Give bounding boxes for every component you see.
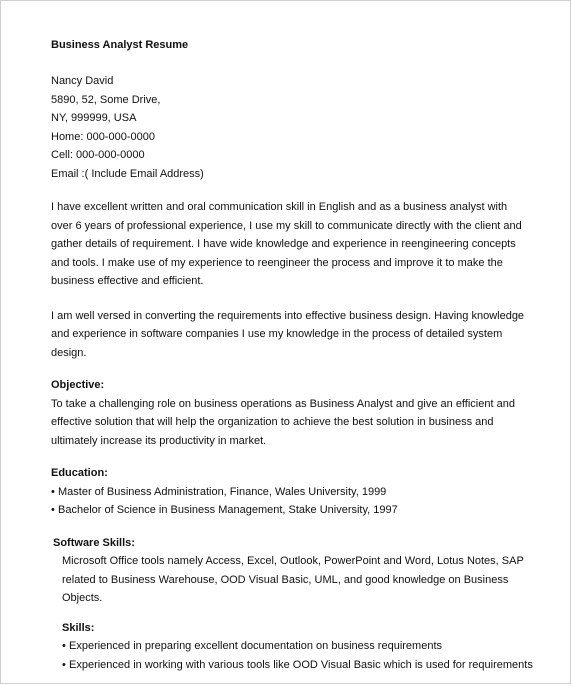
skill-item-text: Experienced in preparing excellent documentation on business requirements	[69, 640, 443, 652]
document-title: Business Analyst Resume	[51, 39, 189, 51]
bullet-icon: •	[51, 504, 55, 516]
contact-address-line1: 5890, 52, Some Drive,	[51, 93, 161, 106]
education-heading: Education:	[51, 467, 108, 479]
contact-address-line2: NY, 999999, USA	[51, 112, 137, 124]
skills-heading: Skills:	[62, 621, 95, 634]
education-item	[51, 483, 551, 502]
software-skills-text: Microsoft Office tools namely Access, Excel, Outlook, PowerPoint and Word, Lotus Notes, SAP related to Business Warehouse, OOD Visual Basic, UML, and good knowledge on Business Objects.	[62, 555, 524, 604]
skills-list	[62, 637, 551, 674]
contact-block	[51, 72, 551, 183]
intro-paragraph-1: I have excellent written and oral communication skill in English and as a business analyst with over 6 years of professional experience, I use my skill to communicate directly with the client and gather details of requirement. I have wide knowledge and experience in reengineering concepts and tools. I make use of my experience to reengineer the process and improve it to make the business effective and efficient.	[51, 201, 522, 287]
bullet-icon: •	[62, 640, 66, 652]
resume-document	[51, 38, 551, 674]
objective-text: To take a challenging role on business operations as Business Analyst and give an efficient and effective solution that will help the organization to achieve the best solution in business and ultimately increase its productivity in market.	[51, 397, 515, 447]
education-item-text: Bachelor of Science in Business Management, Stake University, 1997	[58, 504, 398, 516]
education-section	[51, 464, 551, 520]
software-skills-section	[53, 534, 551, 608]
contact-home-phone: Home: 000-000-0000	[51, 130, 155, 143]
skill-item-text: Experienced in working with various tools like OOD Visual Basic which is used for requirements	[69, 658, 533, 671]
contact-email: Email :( Include Email Address)	[51, 167, 204, 180]
skill-item	[62, 656, 551, 675]
skills-section	[62, 619, 551, 675]
education-item	[51, 501, 551, 520]
bullet-icon: •	[51, 485, 55, 498]
education-item-text: Master of Business Administration, Finance, Wales University, 1999	[58, 485, 387, 498]
bullet-icon: •	[62, 658, 66, 671]
contact-cell-phone: Cell: 000-000-0000	[51, 149, 145, 161]
objective-heading: Objective:	[51, 379, 105, 391]
education-list	[51, 483, 551, 520]
skill-item	[62, 637, 551, 656]
contact-name: Nancy David	[51, 75, 114, 87]
intro-paragraph-2: I am well versed in converting the requirements into effective business design. Having knowledge and experience in software companies I use my knowledge in the process of detailed system design.	[51, 309, 525, 359]
objective-section	[51, 376, 551, 450]
software-skills-heading: Software Skills:	[53, 536, 135, 549]
